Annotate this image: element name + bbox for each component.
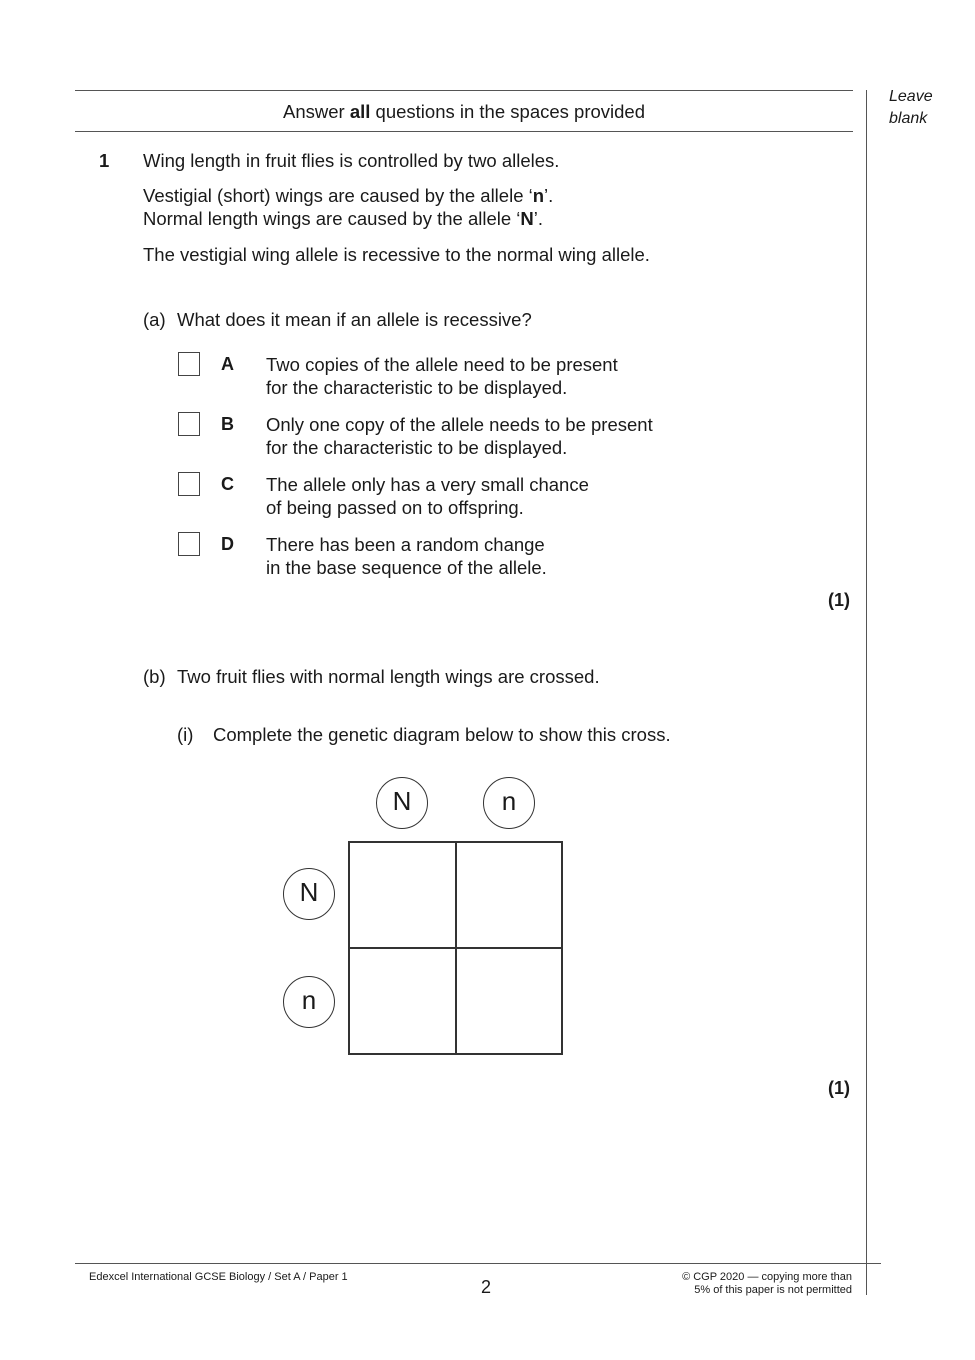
option-c-line1: The allele only has a very small chance	[266, 474, 589, 495]
footer-right-line2: 5% of this paper is not permitted	[694, 1284, 852, 1296]
part-b-i-question: Complete the genetic diagram below to show this cross.	[213, 724, 671, 745]
instruction-suffix: questions in the spaces provided	[370, 101, 645, 122]
part-a-marks: (1)	[828, 590, 850, 610]
option-a-line2: for the characteristic to be displayed.	[266, 377, 568, 398]
question-intro: Wing length in fruit flies is controlled by two alleles.	[143, 150, 560, 171]
row-allele-1: N	[283, 868, 335, 920]
footer-right	[600, 1271, 852, 1297]
header-bottom-rule	[75, 131, 853, 132]
instruction-bold: all	[349, 101, 371, 122]
question-number: 1	[99, 150, 110, 171]
punnett-cell-4[interactable]	[456, 948, 563, 1054]
option-b-letter: B	[221, 414, 234, 434]
line3-prefix: Normal length wings are caused by the allele ‘	[143, 208, 521, 229]
part-a-question: What does it mean if an allele is recessive?	[177, 309, 532, 330]
line2-suffix: ’.	[544, 185, 554, 206]
option-c-line2: of being passed on to offspring.	[266, 497, 524, 518]
line3-suffix: ’.	[533, 208, 544, 229]
question-line3	[143, 207, 543, 230]
column-allele-1: N	[376, 777, 428, 829]
part-b-i-label: (i)	[177, 724, 194, 745]
option-d-letter: D	[221, 534, 234, 554]
punnett-cell-2[interactable]	[456, 842, 563, 948]
part-b-label: (b)	[143, 666, 166, 687]
leave-blank-line2: blank	[889, 110, 928, 127]
option-d-line2: in the base sequence of the allele.	[266, 557, 547, 578]
option-d-text	[266, 533, 547, 579]
punnett-cell-3[interactable]	[349, 948, 456, 1054]
option-a-text	[266, 353, 618, 399]
margin-rule	[866, 90, 867, 1295]
option-c-text	[266, 473, 589, 519]
option-a-line1: Two copies of the allele need to be present	[266, 354, 618, 375]
option-c-letter: C	[221, 474, 234, 494]
instruction-prefix: Answer	[283, 101, 350, 122]
footer-right-line1: © CGP 2020 — copying more than	[682, 1271, 852, 1283]
row-allele-2: n	[283, 976, 335, 1028]
option-b-line1: Only one copy of the allele needs to be present	[266, 414, 653, 435]
option-b-line2: for the characteristic to be displayed.	[266, 437, 568, 458]
option-d-checkbox[interactable]	[178, 532, 200, 556]
line2-bold: n	[532, 185, 545, 206]
option-d-line1: There has been a random change	[266, 534, 545, 555]
footer-rule	[75, 1263, 881, 1264]
question-line2	[143, 184, 553, 207]
header-top-rule	[75, 90, 853, 91]
instruction-heading	[75, 100, 853, 123]
option-a-letter: A	[221, 354, 234, 374]
column-allele-2: n	[483, 777, 535, 829]
question-line4: The vestigial wing allele is recessive to the normal wing allele.	[143, 244, 650, 265]
option-b-text	[266, 413, 653, 459]
part-b-question: Two fruit flies with normal length wings are crossed.	[177, 666, 600, 687]
punnett-square	[348, 841, 563, 1055]
footer-left: Edexcel International GCSE Biology / Set A / Paper 1	[89, 1271, 348, 1283]
option-a-checkbox[interactable]	[178, 352, 200, 376]
line2-prefix: Vestigial (short) wings are caused by the allele ‘	[143, 185, 533, 206]
part-a-label: (a)	[143, 309, 166, 330]
part-b-i-marks: (1)	[828, 1078, 850, 1098]
leave-blank-line1: Leave	[889, 88, 933, 105]
line3-bold: N	[520, 208, 534, 229]
option-c-checkbox[interactable]	[178, 472, 200, 496]
leave-blank-label	[889, 86, 933, 130]
page-number: 2	[481, 1277, 492, 1297]
option-b-checkbox[interactable]	[178, 412, 200, 436]
punnett-cell-1[interactable]	[349, 842, 456, 948]
